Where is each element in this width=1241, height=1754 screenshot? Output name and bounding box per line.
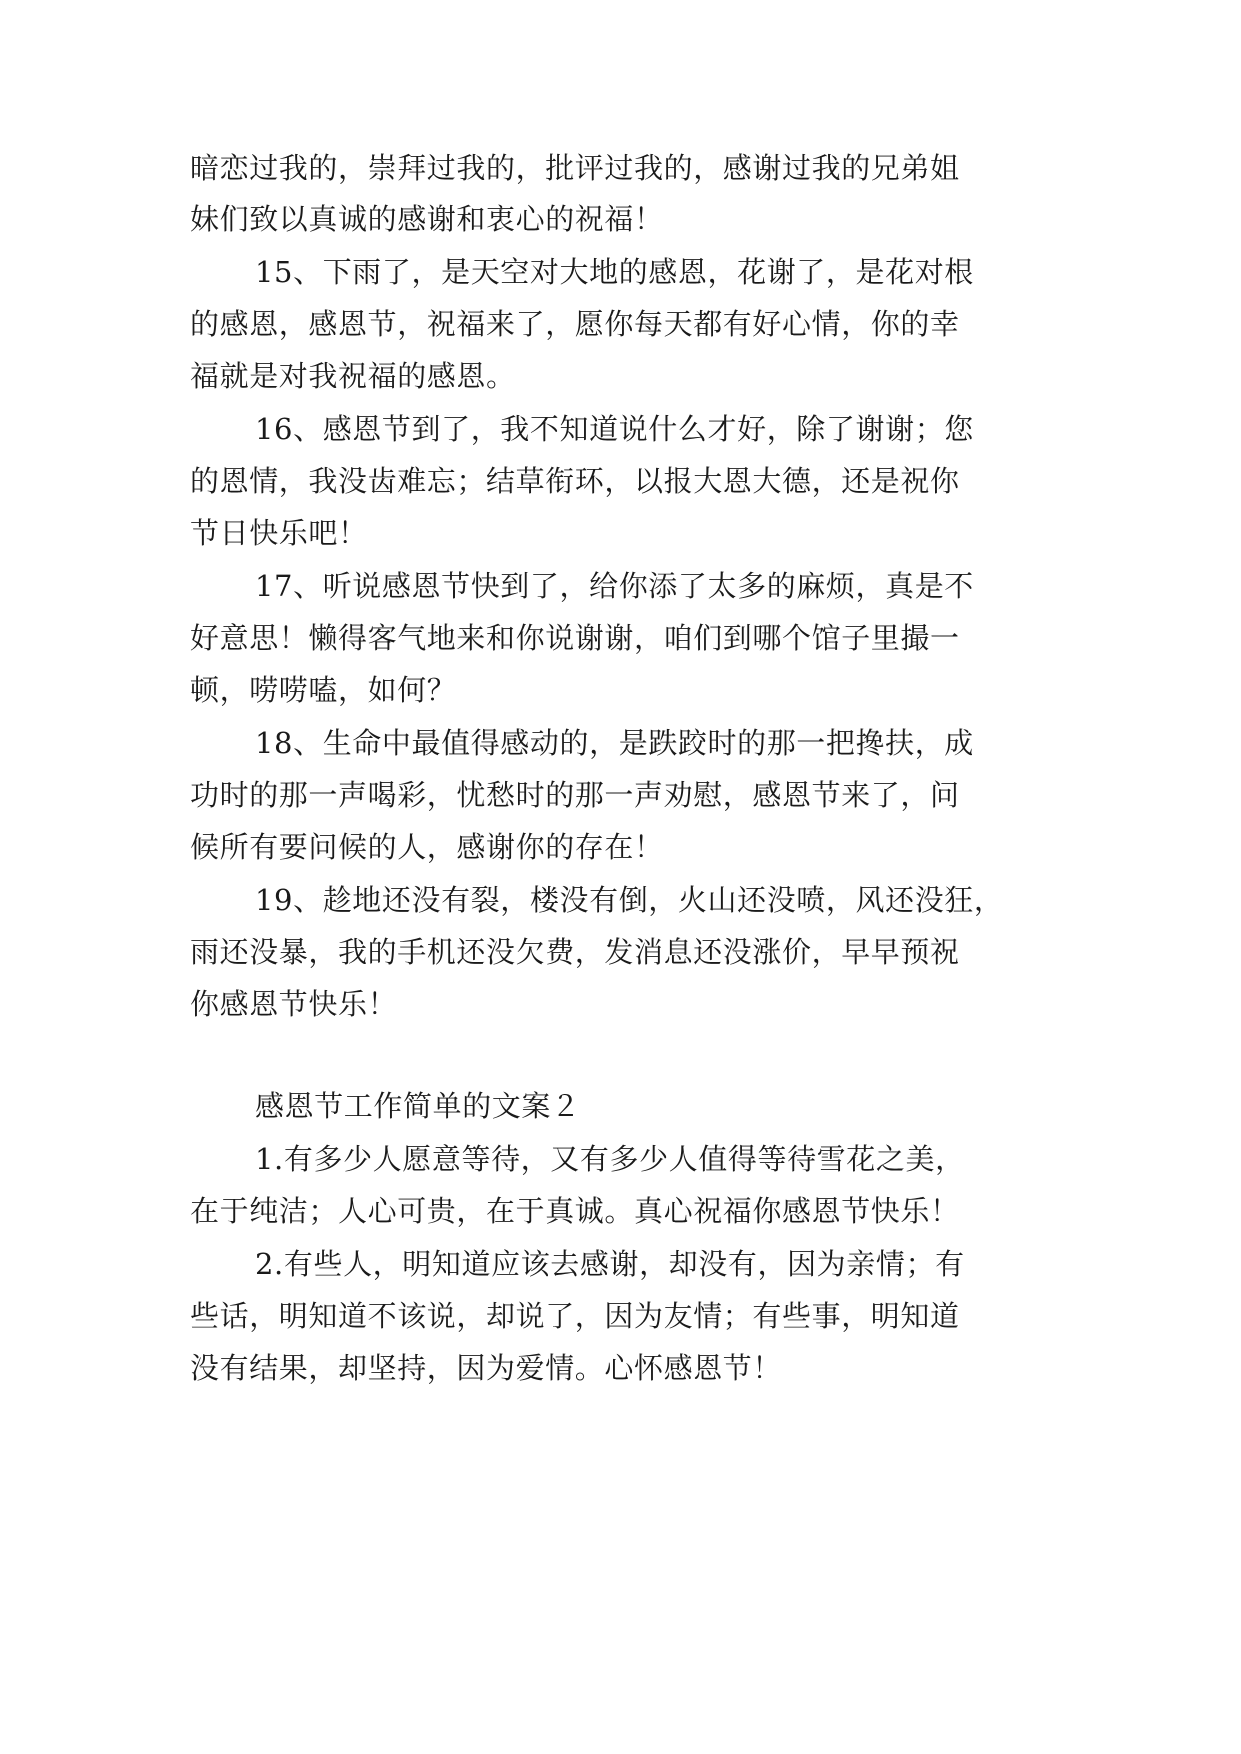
text-line: 你感恩节快乐！	[190, 987, 398, 1021]
text-line: 功时的那一声喝彩，忧愁时的那一声劝慰，感恩节来了，问	[190, 778, 960, 812]
text-line: 些话，明知道不该说，却说了，因为友情；有些事，明知道	[190, 1299, 960, 1333]
paragraph-18-line: 18、生命中最值得感动的，是跌跤时的那一把搀扶，成	[255, 726, 974, 760]
text-line: 节日快乐吧！	[190, 516, 368, 550]
text-line: 妹们致以真诚的感谢和衷心的祝福！	[190, 202, 664, 236]
text-line: 雨还没暴，我的手机还没欠费，发消息还没涨价，早早预祝	[190, 935, 960, 969]
text-line: 暗恋过我的，崇拜过我的，批评过我的，感谢过我的兄弟姐	[190, 151, 960, 185]
section-heading: 感恩节工作简单的文案２	[255, 1089, 581, 1123]
text-line: 顿，唠唠嗑，如何？	[190, 673, 457, 707]
paragraph-15-line: 15、下雨了，是天空对大地的感恩，花谢了，是花对根	[255, 255, 974, 289]
paragraph-17-line: 17、听说感恩节快到了，给你添了太多的麻烦，真是不	[255, 569, 974, 603]
text-line: 的感恩，感恩节，祝福来了，愿你每天都有好心情，你的幸	[190, 307, 960, 341]
item-1-line: 1.有多少人愿意等待，又有多少人值得等待雪花之美，	[255, 1142, 965, 1176]
text-line: 候所有要问候的人，感谢你的存在！	[190, 830, 664, 864]
paragraph-16-line: 16、感恩节到了，我不知道说什么才好，除了谢谢；您	[255, 412, 974, 446]
text-line: 没有结果，却坚持，因为爱情。心怀感恩节！	[190, 1351, 783, 1385]
item-2-line: 2.有些人，明知道应该去感谢，却没有，因为亲情；有	[255, 1247, 965, 1281]
text-line: 的恩情，我没齿难忘；结草衔环，以报大恩大德，还是祝你	[190, 464, 960, 498]
text-line: 福就是对我祝福的感恩。	[190, 359, 516, 393]
paragraph-19-line: 19、趁地还没有裂，楼没有倒，火山还没喷，风还没狂，	[255, 883, 1004, 917]
text-line: 在于纯洁；人心可贵，在于真诚。真心祝福你感恩节快乐！	[190, 1194, 960, 1228]
text-line: 好意思！懒得客气地来和你说谢谢，咱们到哪个馆子里撮一	[190, 621, 960, 655]
